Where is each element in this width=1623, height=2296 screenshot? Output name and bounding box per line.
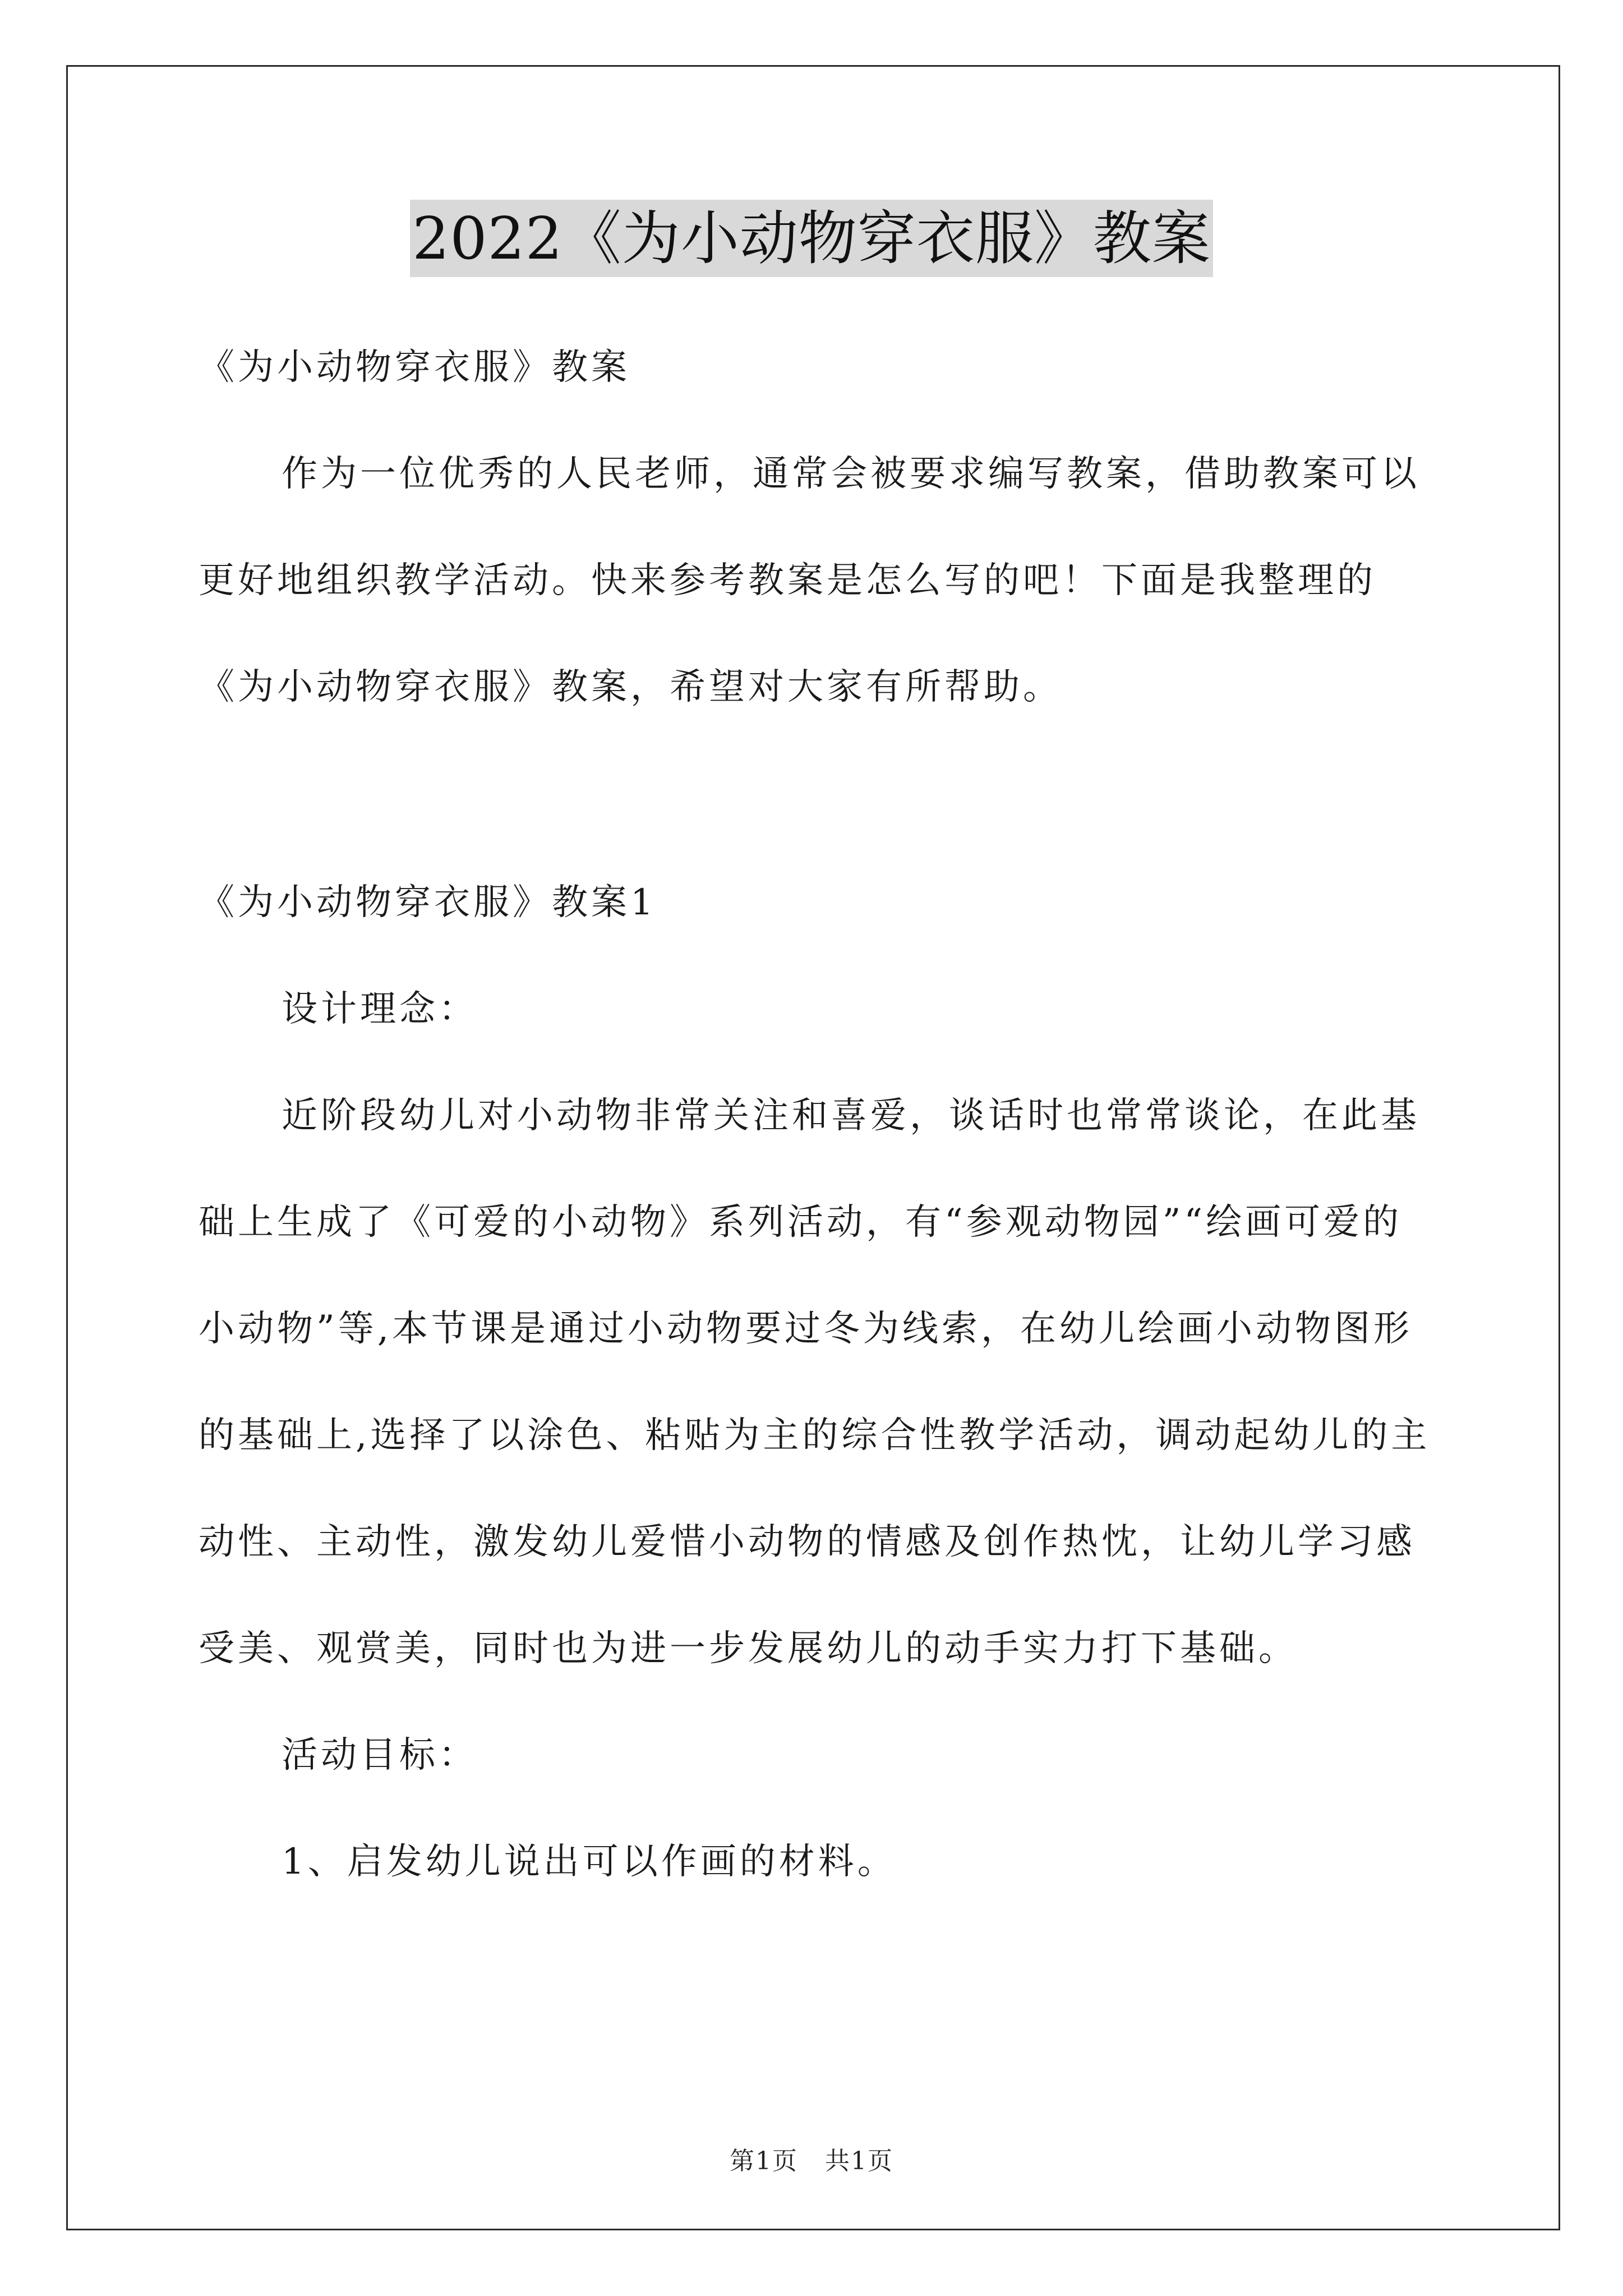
document-subtitle: 《为小动物穿衣服》教案 (199, 347, 630, 388)
section-heading: 《为小动物穿衣服》教案1 (199, 882, 657, 923)
document-title: 2022《为小动物穿衣服》教案 (410, 200, 1213, 277)
activity-goals-heading: 活动目标： (282, 1734, 478, 1776)
intro-paragraph: 作为一位优秀的人民老师，通常会被要求编写教案，借助教案可以更好地组织教学活动。快来参考教案是怎么写的吧！下面是我整理的《为小动物穿衣服》教案，希望对大家有所帮助。 (199, 453, 1420, 708)
design-concept-paragraph: 近阶段幼儿对小动物非常关注和喜爱，谈话时也常常谈论，在此基础上生成了《可爱的小动物》系列活动，有“参观动物园”“绘画可爱的小动物”等,本节课是通过小动物要过冬为线索，在幼儿绘画小动物图形的基础上,选择了以涂色、粘贴为主的综合性教学活动，调动起幼儿的主动性、主动性，激发幼儿爱惜小动物的情感及创作热忱，让幼儿学习感受美、观赏美，同时也为进一步发展幼儿的动手实力打下基础。 (199, 1095, 1431, 1669)
page-number-current: 第1页 (730, 2147, 798, 2175)
design-concept-heading: 设计理念： (282, 988, 478, 1030)
page-number-total: 共1页 (825, 2147, 893, 2175)
page-footer (0, 2141, 1623, 2177)
document-body (199, 314, 1432, 1915)
activity-goal-item: 1、启发幼儿说出可以作画的材料。 (282, 1841, 897, 1883)
title-container (0, 200, 1623, 277)
